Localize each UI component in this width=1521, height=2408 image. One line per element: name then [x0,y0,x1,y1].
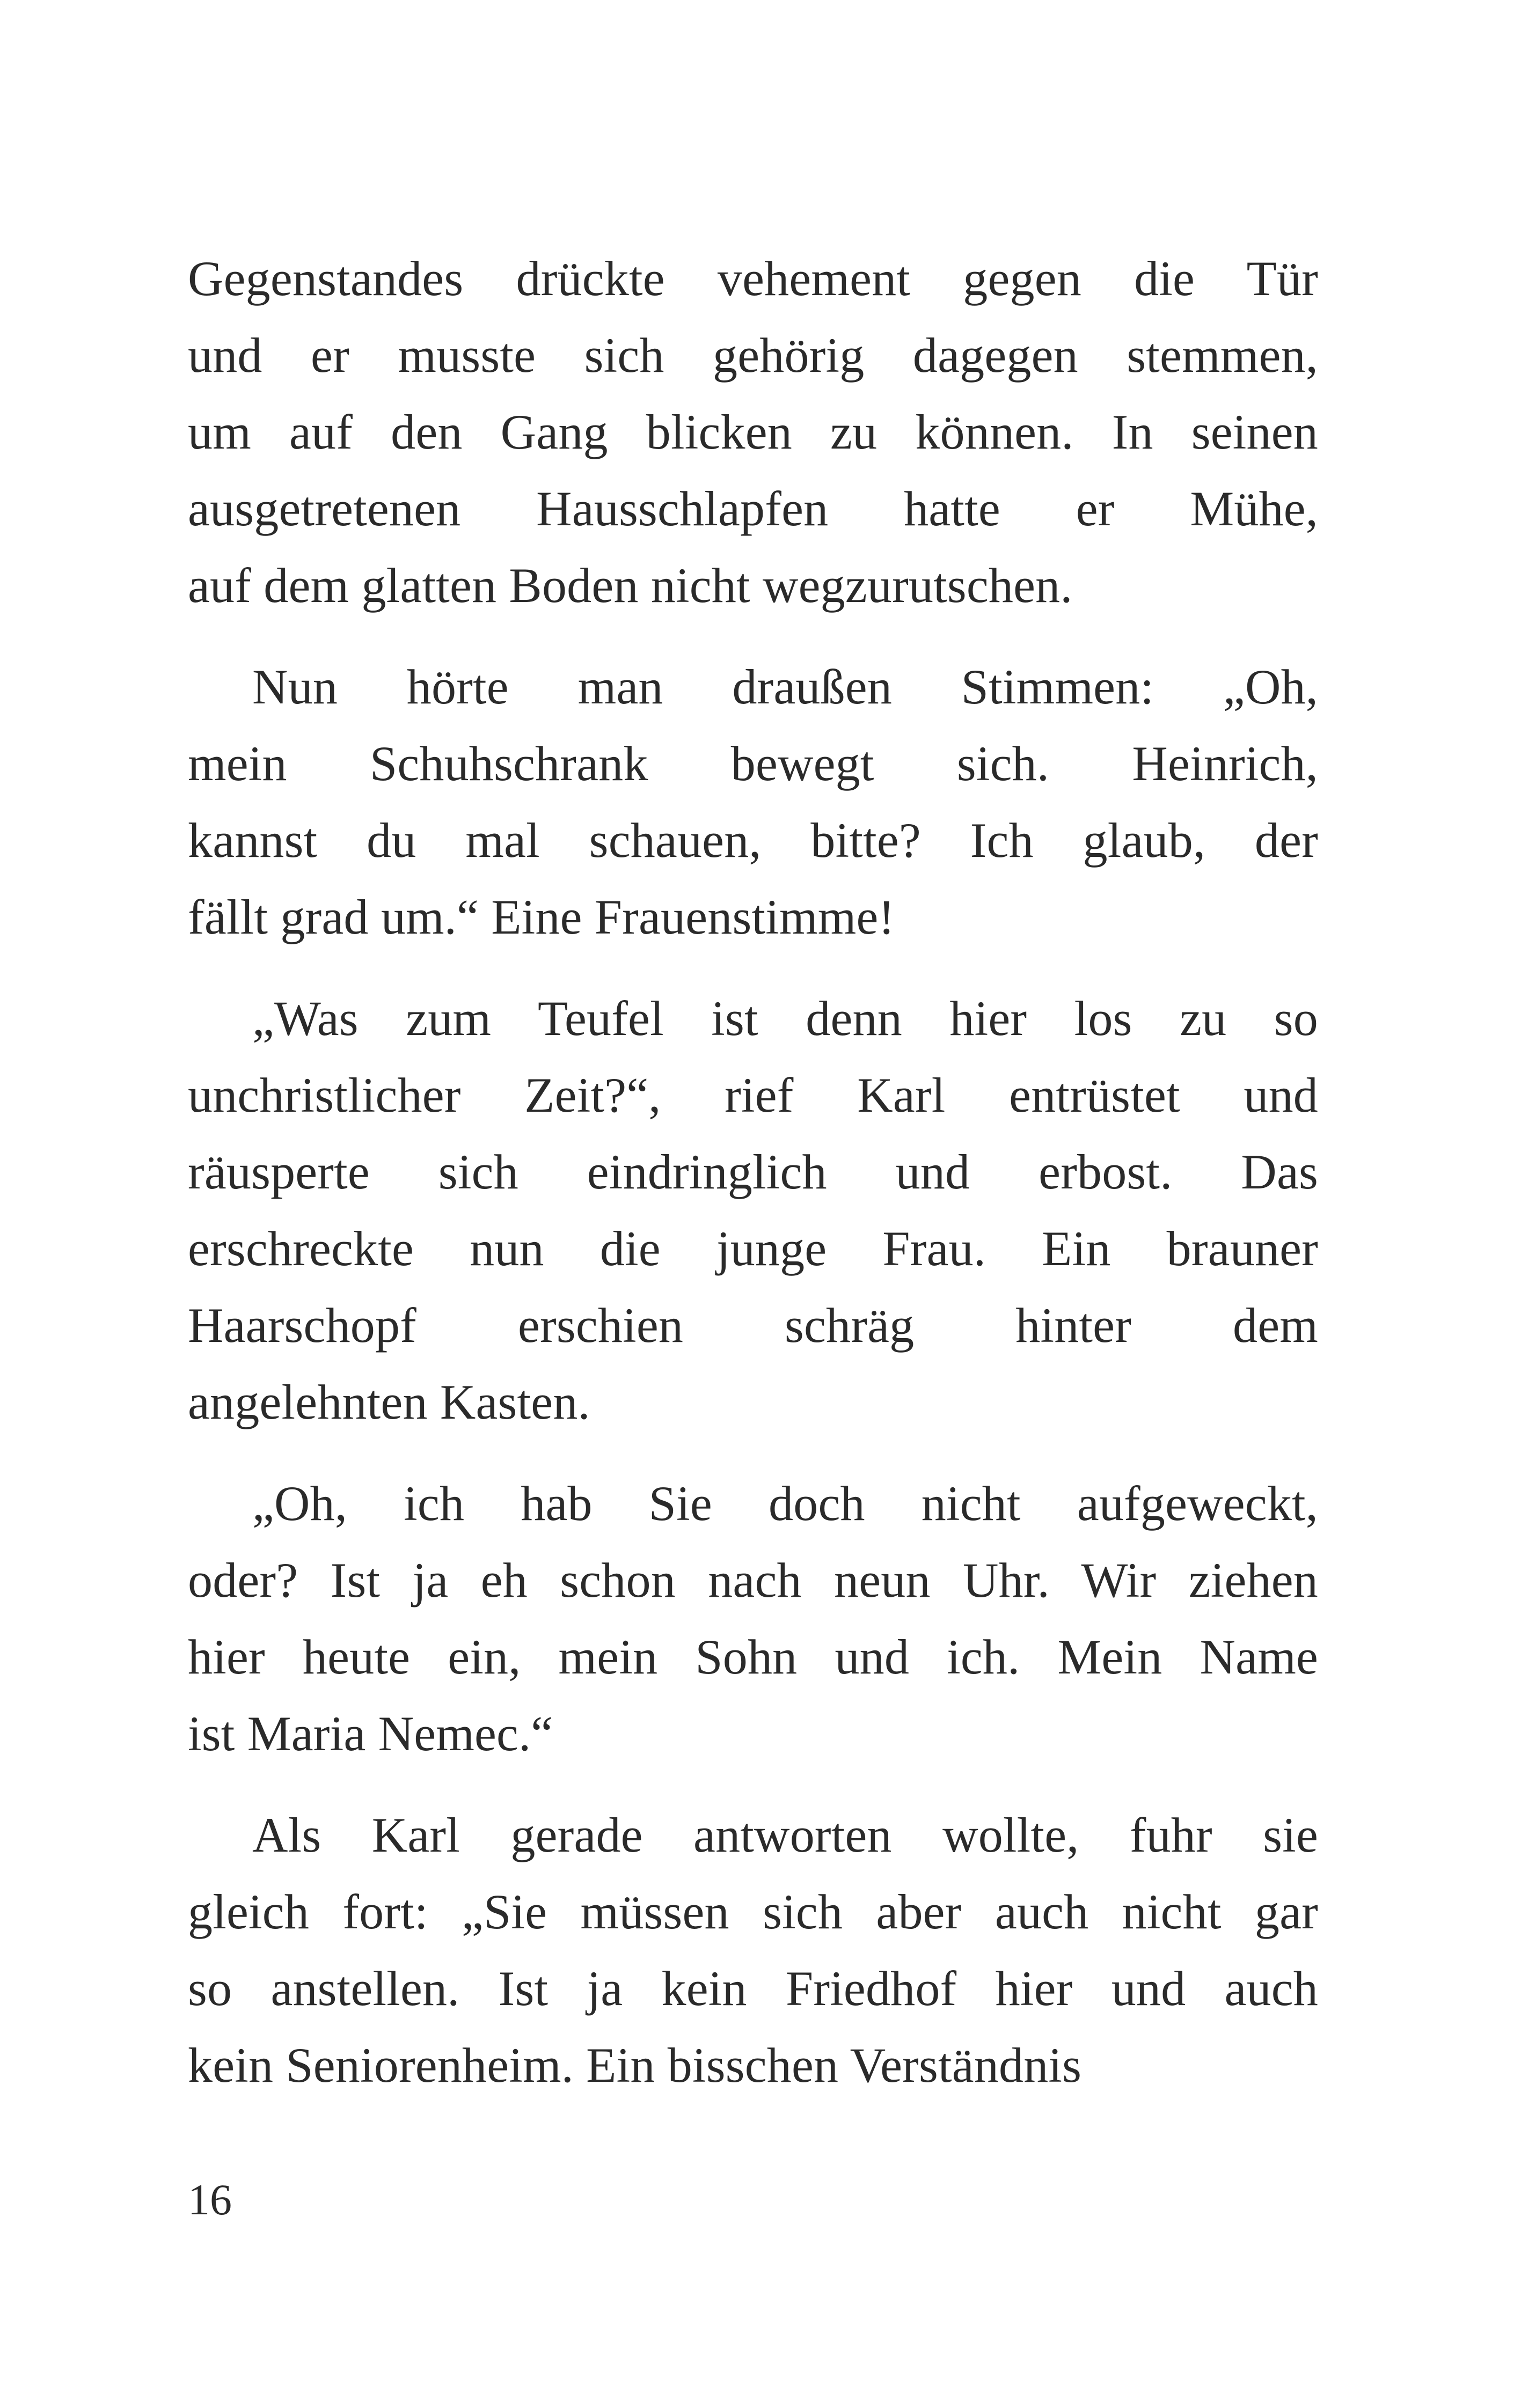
text-line: mein Schuhschrank bewegt sich. Heinrich, [188,736,1318,791]
text-line: „Was zum Teufel ist denn hier los zu so [252,991,1318,1046]
body-text [188,240,1318,2104]
page-number: 16 [188,2175,232,2224]
paragraph-4 [188,1465,1318,1772]
text-line: angelehnten Kasten. [188,1375,590,1429]
text-line: Gegenstandes drückte vehement gegen die Tür [188,251,1318,306]
text-line: unchristlicher Zeit?“, rief Karl entrüstet und [188,1068,1318,1122]
text-line: Nun hörte man draußen Stimmen: „Oh, [252,659,1318,714]
text-line: ist Maria Nemec.“ [188,1706,553,1761]
paragraph-2 [188,649,1318,956]
text-line: erschreckte nun die junge Frau. Ein brauner [188,1221,1318,1276]
paragraph-5 [188,1797,1318,2104]
text-line: auf dem glatten Boden nicht wegzurutschen. [188,558,1073,613]
text-line: kannst du mal schauen, bitte? Ich glaub, der [188,813,1318,868]
text-line: ausgetretenen Hausschlapfen hatte er Mühe, [188,481,1318,536]
text-line: kein Seniorenheim. Ein bisschen Verständnis [188,2038,1082,2093]
text-line: so anstellen. Ist ja kein Friedhof hier und auch [188,1961,1318,2016]
text-line: fällt grad um.“ Eine Frauenstimme! [188,890,895,944]
text-line: hier heute ein, mein Sohn und ich. Mein Name [188,1629,1318,1684]
text-line: oder? Ist ja eh schon nach neun Uhr. Wir ziehen [188,1553,1318,1607]
text-line: Haarschopf erschien schräg hinter dem [188,1298,1318,1353]
paragraph-3 [188,980,1318,1441]
text-line: Als Karl gerade antworten wollte, fuhr sie [252,1808,1318,1862]
text-line: „Oh, ich hab Sie doch nicht aufgeweckt, [252,1476,1318,1531]
text-line: gleich fort: „Sie müssen sich aber auch nicht gar [188,1884,1318,1939]
text-line: und er musste sich gehörig dagegen stemmen, [188,328,1318,383]
text-line: räusperte sich eindringlich und erbost. Das [188,1144,1318,1199]
text-line: um auf den Gang blicken zu können. In seinen [188,405,1318,459]
paragraph-1 [188,240,1318,624]
